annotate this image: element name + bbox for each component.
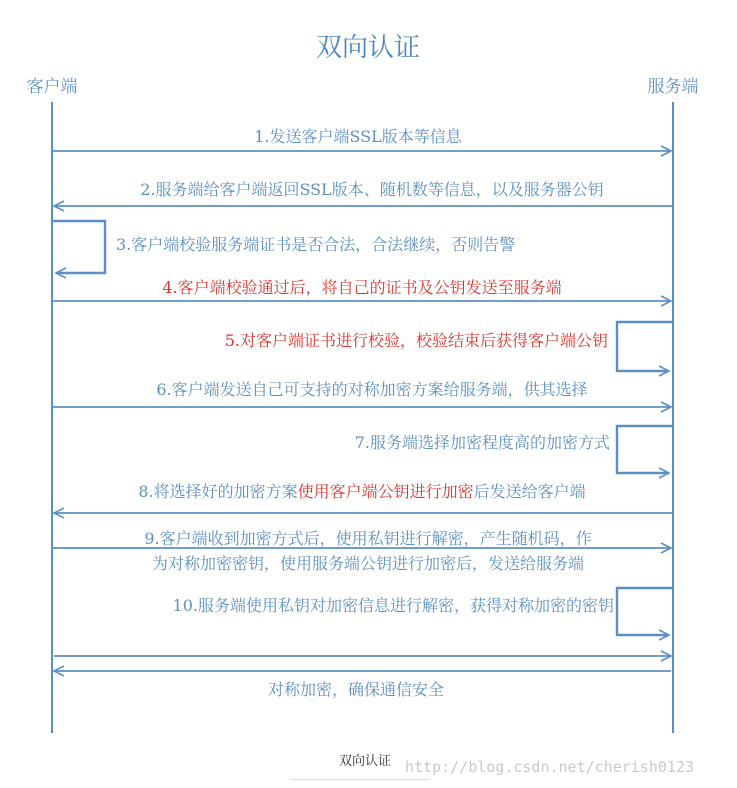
client-label: 客户端 <box>26 77 78 97</box>
step-1-label: 1.发送客户端SSL版本等信息 <box>254 127 462 146</box>
server-label: 服务端 <box>647 77 699 97</box>
caption-divider <box>290 779 430 780</box>
step-7-self-arrow <box>617 426 673 473</box>
step-10-label: 10.服务端使用私钥对加密信息进行解密，获得对称加密的密钥 <box>172 596 614 615</box>
step-10-self-arrow <box>617 588 673 635</box>
image-caption: 双向认证 <box>338 754 391 769</box>
step-3-self-arrow <box>52 221 105 273</box>
step-8-label <box>138 482 585 501</box>
step-2-label: 2.服务端给客户端返回SSL版本、随机数等信息，以及服务器公钥 <box>140 180 604 199</box>
step-9-label-line-1: 9.客户端收到加密方式后，使用私钥进行解密，产生随机码，作 <box>144 529 592 548</box>
watermark: http://blog.csdn.net/cherish0123 <box>405 758 694 776</box>
step-9-label-line-2: 为对称加密密钥，使用服务端公钥进行加密后，发送给服务端 <box>151 554 585 573</box>
step-6-label: 6.客户端发送自己可支持的对称加密方案给服务端，供其选择 <box>156 380 588 399</box>
step-5-label: 5.对客户端证书进行校验，校验结束后获得客户端公钥 <box>224 331 608 350</box>
step-3-label: 3.客户端校验服务端证书是否合法，合法继续，否则告警 <box>116 235 516 254</box>
step-5-self-arrow <box>617 322 673 371</box>
step-11-label: 对称加密，确保通信安全 <box>267 680 445 699</box>
step-8-part-1: 8.将选择好的加密方案 <box>138 482 298 501</box>
step-7-label: 7.服务端选择加密程度高的加密方式 <box>354 433 610 452</box>
step-8-part-2: 使用客户端公钥进行加密 <box>297 482 474 501</box>
diagram-title: 双向认证 <box>315 33 421 63</box>
step-4-label: 4.客户端校验通过后，将自己的证书及公钥发送至服务端 <box>162 278 562 297</box>
step-8-part-3: 后发送给客户端 <box>473 482 586 501</box>
